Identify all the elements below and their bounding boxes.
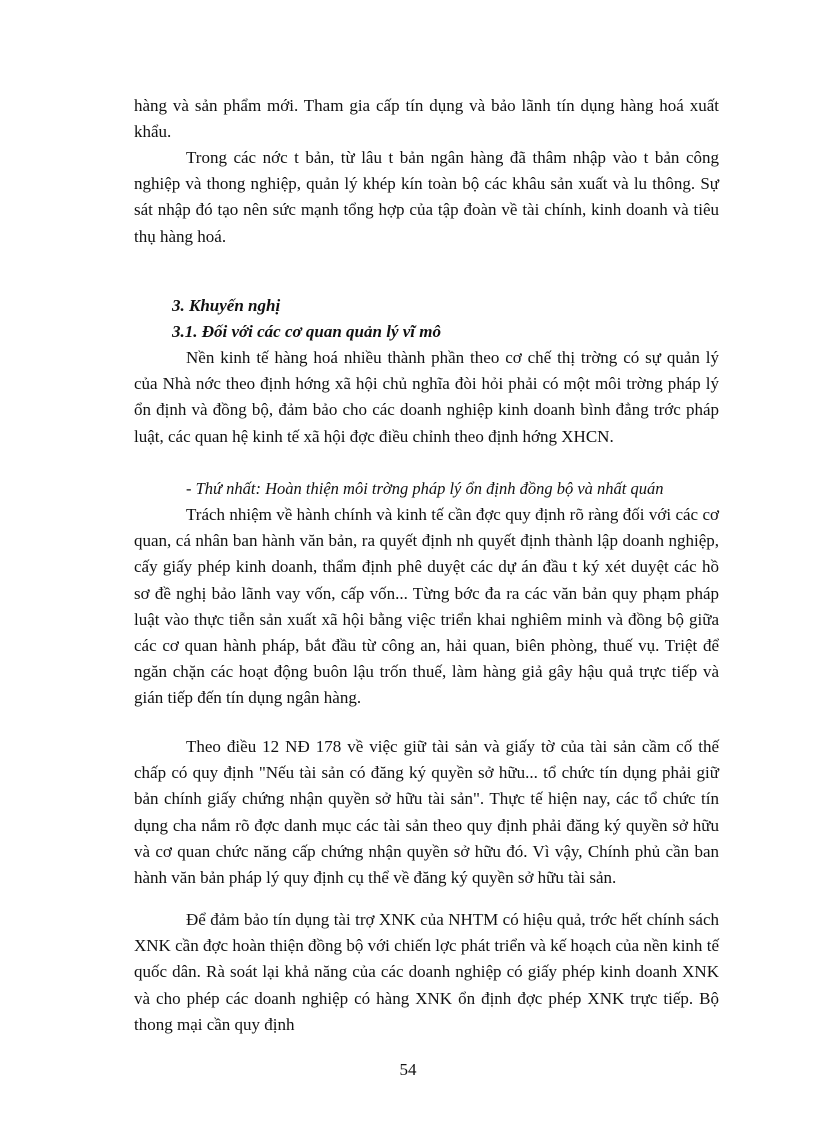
subitem-first-recommendation: - Thứ nhất: Hoàn thiện môi trờng pháp lý ổn định đồng bộ và nhất quán [186, 479, 664, 498]
page-number: 54 [399, 1060, 417, 1079]
paragraph-import-export: Để đảm bảo tín dụng tài trợ XNK của NHTM có hiệu quả, trớc hết chính sách XNK cần đợc hoàn thiện đồng bộ với chiến lợc phát triển và kế hoạch của nền kinh tế quốc dân. Rà soát lại khả năng của các doanh nghiệp có giấy phép kinh doanh XNK và cho phép các doanh nghiệp có hàng XNK ổn định đợc phép XNK trực tiếp. Bộ thong mại cần quy định [134, 910, 719, 1034]
paragraph-decree-178: Theo điều 12 NĐ 178 về việc giữ tài sản và giấy tờ của tài sản cầm cố thế chấp có quy định "Nếu tài sản có đăng ký quyền sở hữu... tổ chức tín dụng phải giữ bản chính giấy chứng nhận quyền sở hữu tài sản". Thực tế hiện nay, các tổ chức tín dụng cha nắm rõ đợc danh mục các tài sản theo quy định phải đăng ký quyền sở hữu và cơ quan chức năng cấp chứng nhận quyền sở hữu đó. Vì vậy, Chính phủ cần ban hành văn bản pháp lý quy định cụ thể về đăng ký quyền sở hữu tài sản. [134, 737, 719, 888]
subsection-heading: 3.1. Đối với các cơ quan quản lý vĩ mô [172, 322, 441, 341]
paragraph-banking-integration: Trong các nớc t bản, từ lâu t bản ngân hàng đã thâm nhập vào t bản công nghiệp và thong nghiệp, quản lý khép kín toàn bộ các khâu sản xuất và lu thông. Sự sát nhập đó tạo nên sức mạnh tổng hợp của tập đoàn về tài chính, kinh doanh và tiêu thụ hàng hoá. [134, 148, 719, 246]
paragraph-market-economy: Nền kinh tế hàng hoá nhiều thành phần theo cơ chế thị trờng có sự quản lý của Nhà nớc theo định hớng xã hội chủ nghĩa đòi hỏi phải có một môi trờng pháp lý ổn định và đồng bộ, đảm bảo cho các doanh nghiệp kinh doanh bình đẳng trớc pháp luật, các quan hệ kinh tế xã hội đợc điều chỉnh theo định hớng XHCN. [134, 348, 719, 446]
paragraph-continuation: hàng và sản phẩm mới. Tham gia cấp tín dụng và bảo lãnh tín dụng hàng hoá xuất khẩu. [134, 96, 719, 142]
section-heading: 3. Khuyến nghị [172, 296, 281, 315]
paragraph-responsibility: Trách nhiệm về hành chính và kinh tế cần đợc quy định rõ ràng đối với các cơ quan, cá nhân ban hành văn bản, ra quyết định nh quyết định thành lập doanh nghiệp, cấy giấy phép kinh doanh, thẩm định phê duyệt các dự án đầu t ký xét duyệt các hồ sơ đề nghị bảo lãnh vay vốn, cấp vốn... Từng bớc đa ra các văn bản quy phạm pháp luật vào thực tiễn sản xuất xã hội bằng việc triển khai nghiêm minh và đồng bộ giữa các cơ quan hành pháp, bắt đầu từ công an, hải quan, biên phòng, thuế vụ. Triệt để ngăn chặn các hoạt động buôn lậu trốn thuế, làm hàng giả gây hậu quả trực tiếp và gián tiếp đến tín dụng ngân hàng. [134, 505, 719, 708]
